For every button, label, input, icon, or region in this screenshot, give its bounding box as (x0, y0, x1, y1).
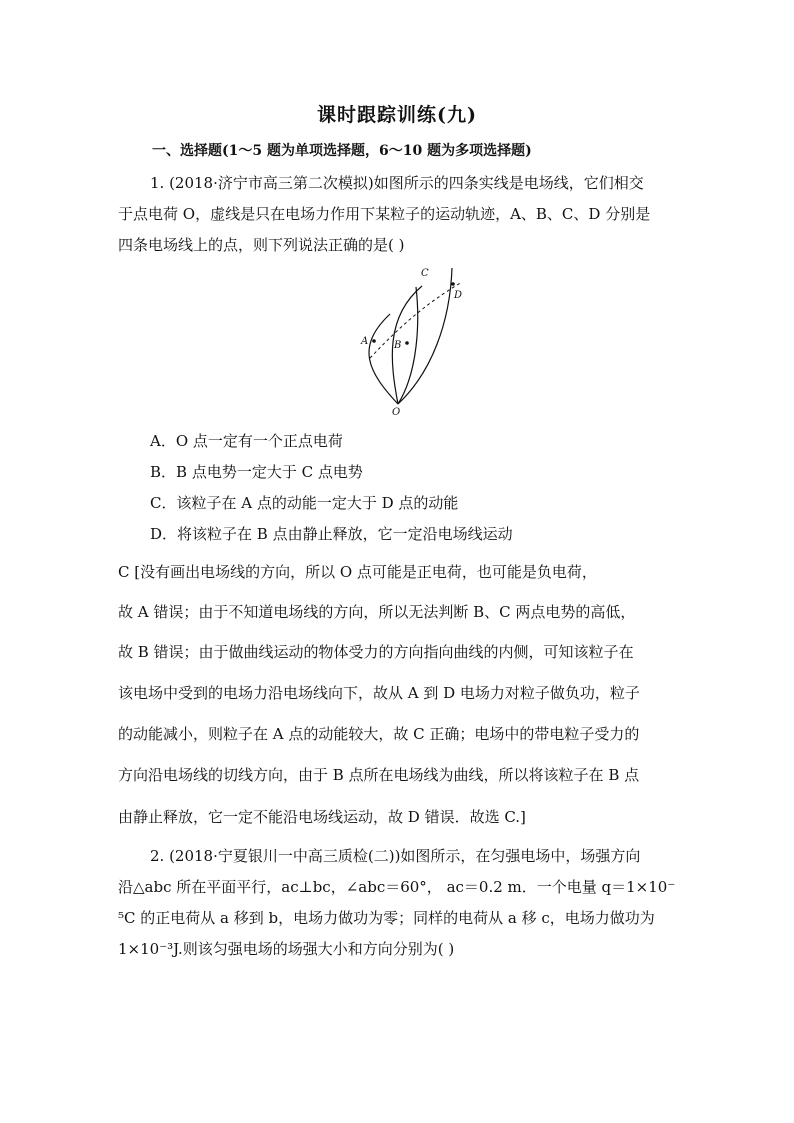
label-c: C (421, 268, 429, 279)
electric-field-figure (350, 262, 480, 422)
q1-line: 1. (2018·济宁市高三第二次模拟)如图所示的四条实线是电场线，它们相交 (150, 174, 644, 192)
point-d-dot (451, 282, 455, 286)
point-a-dot (372, 339, 376, 343)
q1-answer-line: 故 B 错误；由于做曲线运动的物体受力的方向指向曲线的内侧，可知该粒子在 (118, 643, 634, 661)
label-b: B (394, 340, 402, 351)
label-d: D (454, 290, 463, 301)
q1-answer-line: 方向沿电场线的切线方向，由于 B 点所在电场线为曲线，所以将该粒子在 B 点 (118, 766, 640, 784)
q1-answer-line: 由静止释放，它一定不能沿电场线运动，故 D 错误．故选 C.] (118, 808, 526, 826)
q1-option-b: B．B 点电势一定大于 C 点电势 (150, 463, 363, 481)
q2-line: ⁵C 的正电荷从 a 移到 b，电场力做功为零；同样的电荷从 a 移 c，电场力做功为 (118, 909, 655, 927)
q1-option-c: C．该粒子在 A 点的动能一定大于 D 点的动能 (150, 494, 459, 512)
q2-line: 1×10⁻³J.则该匀强电场的场强大小和方向分别为( ) (118, 940, 455, 958)
q1-line: 四条电场线上的点，则下列说法正确的是( ) (118, 236, 405, 254)
q1-option-a: A．O 点一定有一个正点电荷 (150, 432, 343, 450)
q1-answer-line: 故 A 错误；由于不知道电场线的方向，所以无法判断 B、C 两点电势的高低， (118, 603, 636, 621)
label-a: A (361, 336, 369, 347)
q2-line: 2. (2018·宁夏银川一中高三质检(二))如图所示，在匀强电场中，场强方向 (150, 847, 641, 865)
q1-answer-line: C [没有画出电场线的方向，所以 O 点可能是正电荷，也可能是负电荷， (118, 563, 597, 581)
page-title: 课时跟踪训练(九) (317, 104, 477, 126)
label-o: O (392, 407, 401, 418)
section-heading: 一、选择题(1～5 题为单项选择题，6～10 题为多项选择题) (152, 143, 532, 159)
field-line (369, 314, 398, 404)
q1-option-d: D．将该粒子在 B 点由静止释放，它一定沿电场线运动 (150, 525, 513, 543)
point-b-dot (405, 341, 409, 345)
q1-answer-line: 的动能减小，则粒子在 A 点的动能较大，故 C 正确；电场中的带电粒子受力的 (118, 725, 640, 743)
q2-line: 沿△abc 所在平面平行，ac⊥bc，∠abc＝60°， ac＝0.2 m．一个电量 q＝1×10⁻ (118, 878, 676, 896)
field-line (398, 268, 452, 404)
q1-line: 于点电荷 O，虚线是只在电场力作用下某粒子的运动轨迹，A、B、C、D 分别是 (118, 205, 651, 223)
q1-answer-line: 该电场中受到的电场力沿电场线向下，故从 A 到 D 电场力对粒子做负功，粒子 (118, 684, 640, 702)
